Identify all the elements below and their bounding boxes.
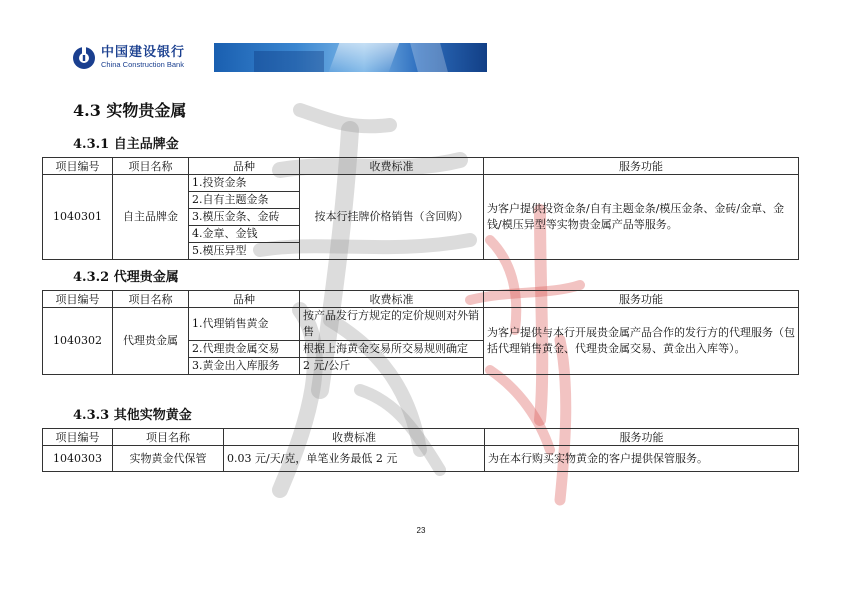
table-agency-precious-metals xyxy=(42,290,799,375)
cell-fee: 0.03 元/天/克，单笔业务最低 2 元 xyxy=(224,446,485,472)
header-fee: 收费标准 xyxy=(300,291,484,308)
cell-function: 为客户提供投资金条/自有主题金条/模压金条、金砖/金章、金钱/模压异型等实物贵金属产品等服务。 xyxy=(484,175,799,260)
bank-name-en: China Construction Bank xyxy=(101,60,184,70)
cell-fee: 按产品发行方规定的定价规则对外销售 xyxy=(300,308,484,341)
cell-variety: 4.金章、金钱 xyxy=(189,226,300,243)
header-code: 项目编号 xyxy=(43,158,113,175)
cell-fee: 根据上海黄金交易所交易规则确定 xyxy=(300,341,484,358)
table-header-row xyxy=(43,291,799,308)
cell-function: 为客户提供与本行开展贵金属产品合作的发行方的代理服务（包括代理销售黄金、代理贵金属交易、黄金出入库等）。 xyxy=(484,308,799,375)
page-header xyxy=(70,43,487,72)
header-fee: 收费标准 xyxy=(300,158,484,175)
section-title: 4.3 实物贵金属 xyxy=(73,101,187,120)
table-row xyxy=(43,175,799,192)
cell-name: 自主品牌金 xyxy=(113,175,189,260)
header-code: 项目编号 xyxy=(43,429,113,446)
cell-variety: 5.模压异型 xyxy=(189,243,300,260)
subsection-title-3: 4.3.3 其他实物黄金 xyxy=(73,408,192,423)
cell-variety: 2.代理贵金属交易 xyxy=(189,341,300,358)
cell-code: 1040302 xyxy=(43,308,113,375)
cell-fee: 按本行挂牌价格销售（含回购） xyxy=(300,175,484,260)
header-function: 服务功能 xyxy=(484,158,799,175)
cell-name: 实物黄金代保管 xyxy=(113,446,224,472)
table-own-brand-gold xyxy=(42,157,799,260)
cell-code: 1040303 xyxy=(43,446,113,472)
table-row xyxy=(43,446,799,472)
header-variety: 品种 xyxy=(189,291,300,308)
subsection-title-1: 4.3.1 自主品牌金 xyxy=(73,137,179,152)
page-number: 23 xyxy=(416,526,426,535)
bank-logo xyxy=(70,43,214,72)
cell-name: 代理贵金属 xyxy=(113,308,189,375)
cell-fee: 2 元/公斤 xyxy=(300,358,484,375)
header-variety: 品种 xyxy=(189,158,300,175)
cell-code: 1040301 xyxy=(43,175,113,260)
bank-name-cn: 中国建设银行 xyxy=(101,45,186,61)
table-other-physical-gold xyxy=(42,428,799,472)
header-name: 项目名称 xyxy=(113,291,189,308)
cell-variety: 1.投资金条 xyxy=(189,175,300,192)
cell-variety: 1.代理销售黄金 xyxy=(189,308,300,341)
cell-variety: 3.模压金条、金砖 xyxy=(189,209,300,226)
cell-function: 为在本行购买实物黄金的客户提供保管服务。 xyxy=(485,446,799,472)
header-banner-image xyxy=(214,43,487,72)
header-name: 项目名称 xyxy=(113,429,224,446)
table-row xyxy=(43,308,799,341)
ccb-logo-icon xyxy=(72,46,96,70)
header-code: 项目编号 xyxy=(43,291,113,308)
header-fee: 收费标准 xyxy=(224,429,485,446)
cell-variety: 3.黄金出入库服务 xyxy=(189,358,300,375)
subsection-title-2: 4.3.2 代理贵金属 xyxy=(73,270,179,285)
header-function: 服务功能 xyxy=(484,291,799,308)
table-header-row xyxy=(43,429,799,446)
table-header-row xyxy=(43,158,799,175)
header-function: 服务功能 xyxy=(485,429,799,446)
header-name: 项目名称 xyxy=(113,158,189,175)
cell-variety: 2.自有主题金条 xyxy=(189,192,300,209)
